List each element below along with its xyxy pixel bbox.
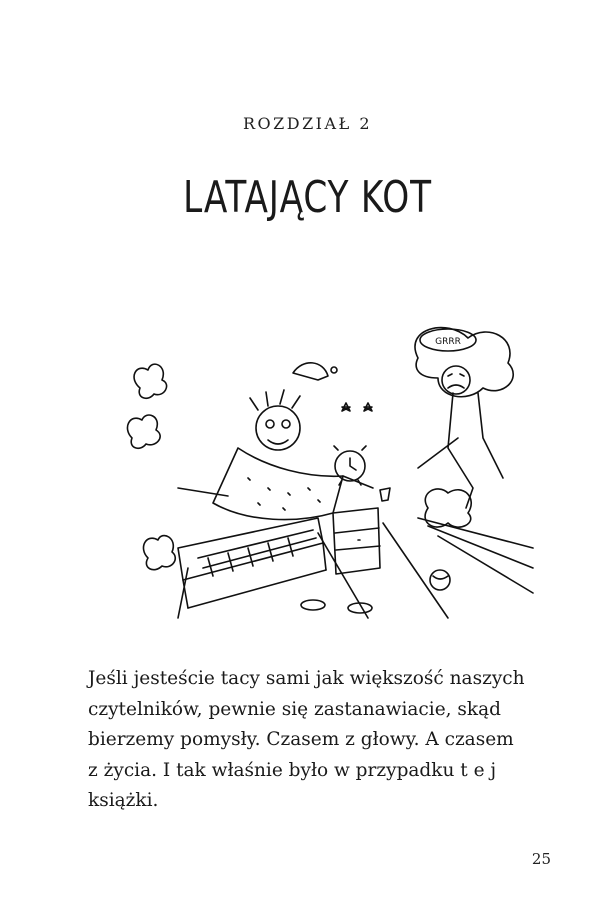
body-line: czytelników, pewnie się zastanawiacie, skąd — [88, 698, 501, 720]
speech-bubble — [420, 329, 476, 351]
bed-icon — [178, 518, 326, 608]
cup-icon — [380, 488, 390, 501]
cat-face-icon — [442, 366, 470, 394]
chapter-illustration — [118, 318, 534, 630]
nightstand-icon — [333, 508, 380, 574]
body-line: książki. — [88, 790, 159, 811]
chapter-label: ROZDZIAŁ 2 — [242, 114, 373, 133]
speech-bubble-text: GRRR — [435, 337, 461, 347]
flying-hat-icon — [293, 363, 337, 380]
cloud-left-icon — [127, 364, 175, 570]
body-line: z życia. I tak właśnie było w przypadku t e j — [88, 759, 497, 781]
body-paragraph — [88, 664, 528, 817]
body-line: Jeśli jesteście tacy sami jak większość naszych — [88, 668, 525, 689]
ball-icon — [430, 570, 450, 590]
body-line: bierzemy pomysły. Czasem z głowy. A czasem — [88, 729, 514, 750]
tree-icon — [415, 328, 513, 528]
sparkle-icon — [342, 403, 372, 411]
page-number: 25 — [531, 850, 551, 868]
chapter-title: LATAJĄCY KOT — [183, 172, 432, 223]
